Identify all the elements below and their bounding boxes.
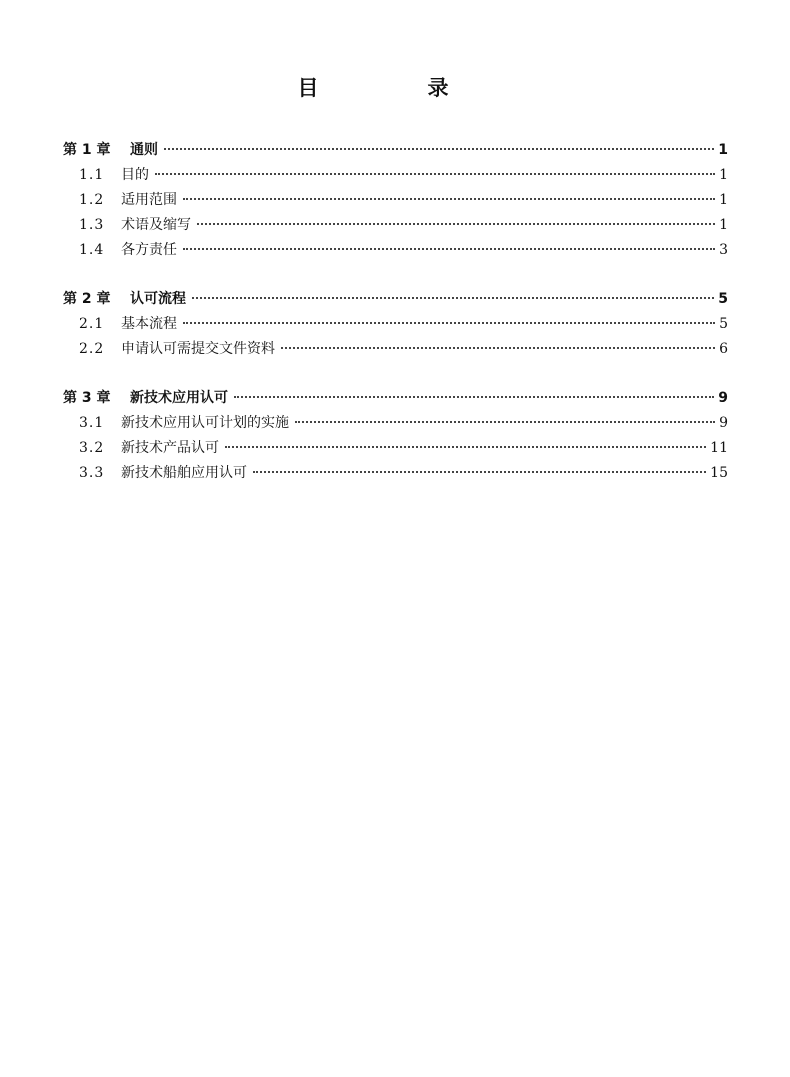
- section-number: 1.3: [79, 217, 105, 233]
- dot-leader: [295, 421, 715, 423]
- chapter-title: 认可流程: [130, 291, 186, 307]
- section-number: 3.2: [79, 440, 105, 456]
- chapter-spacer: [63, 263, 728, 287]
- toc-section-2-2[interactable]: [63, 337, 728, 362]
- toc-section-2-1[interactable]: [63, 312, 728, 337]
- toc-section-3-1[interactable]: [63, 411, 728, 436]
- section-number: 2.2: [79, 341, 105, 357]
- chapter-number: 第 1 章: [63, 142, 111, 158]
- section-number: 1.2: [79, 192, 105, 208]
- toc-section-1-1[interactable]: [63, 163, 728, 188]
- toc-section-3-3[interactable]: [63, 461, 728, 486]
- dot-leader: [155, 173, 715, 175]
- chapter-spacer: [63, 362, 728, 386]
- section-title: 新技术产品认可: [121, 440, 219, 456]
- section-number: 1.1: [79, 167, 105, 183]
- page-number: 1: [718, 142, 728, 158]
- page-number: 5: [719, 316, 728, 332]
- section-number: 3.3: [79, 465, 105, 481]
- dot-leader: [183, 198, 715, 200]
- page-number: 5: [718, 291, 728, 307]
- dot-leader: [197, 223, 715, 225]
- toc-chapter-2[interactable]: [63, 287, 728, 312]
- dot-leader: [183, 322, 715, 324]
- toc-chapter-3[interactable]: [63, 386, 728, 411]
- chapter-title: 通则: [130, 142, 158, 158]
- section-number: 1.4: [79, 242, 105, 258]
- toc-section-1-4[interactable]: [63, 238, 728, 263]
- dot-leader: [183, 248, 715, 250]
- page-number: 9: [719, 415, 728, 431]
- toc-chapter-1[interactable]: [63, 138, 728, 163]
- dot-leader: [281, 347, 715, 349]
- toc-section-3-2[interactable]: [63, 436, 728, 461]
- toc-section-1-2[interactable]: [63, 188, 728, 213]
- page-number: 15: [710, 465, 728, 481]
- chapter-number: 第 2 章: [63, 291, 111, 307]
- dot-leader: [234, 396, 714, 398]
- dot-leader: [164, 148, 714, 150]
- page-number: 6: [719, 341, 728, 357]
- chapter-title: 新技术应用认可: [130, 390, 228, 406]
- dot-leader: [192, 297, 714, 299]
- section-number: 2.1: [79, 316, 105, 332]
- section-title: 新技术船舶应用认可: [121, 465, 247, 481]
- dot-leader: [253, 471, 706, 473]
- section-title: 基本流程: [121, 316, 177, 332]
- section-title: 术语及缩写: [121, 217, 191, 233]
- section-title: 各方责任: [121, 242, 177, 258]
- dot-leader: [225, 446, 706, 448]
- page-title: 目 录: [297, 76, 493, 100]
- table-of-contents: [63, 138, 728, 486]
- page-number: 1: [719, 217, 728, 233]
- chapter-number: 第 3 章: [63, 390, 111, 406]
- page-number: 3: [719, 242, 728, 258]
- page-number: 9: [718, 390, 728, 406]
- section-title: 新技术应用认可计划的实施: [121, 415, 289, 431]
- toc-section-1-3[interactable]: [63, 213, 728, 238]
- section-title: 申请认可需提交文件资料: [121, 341, 275, 357]
- page-number: 1: [719, 192, 728, 208]
- page-number: 1: [719, 167, 728, 183]
- section-title: 适用范围: [121, 192, 177, 208]
- section-title: 目的: [121, 167, 149, 183]
- section-number: 3.1: [79, 415, 105, 431]
- page-number: 11: [710, 440, 728, 456]
